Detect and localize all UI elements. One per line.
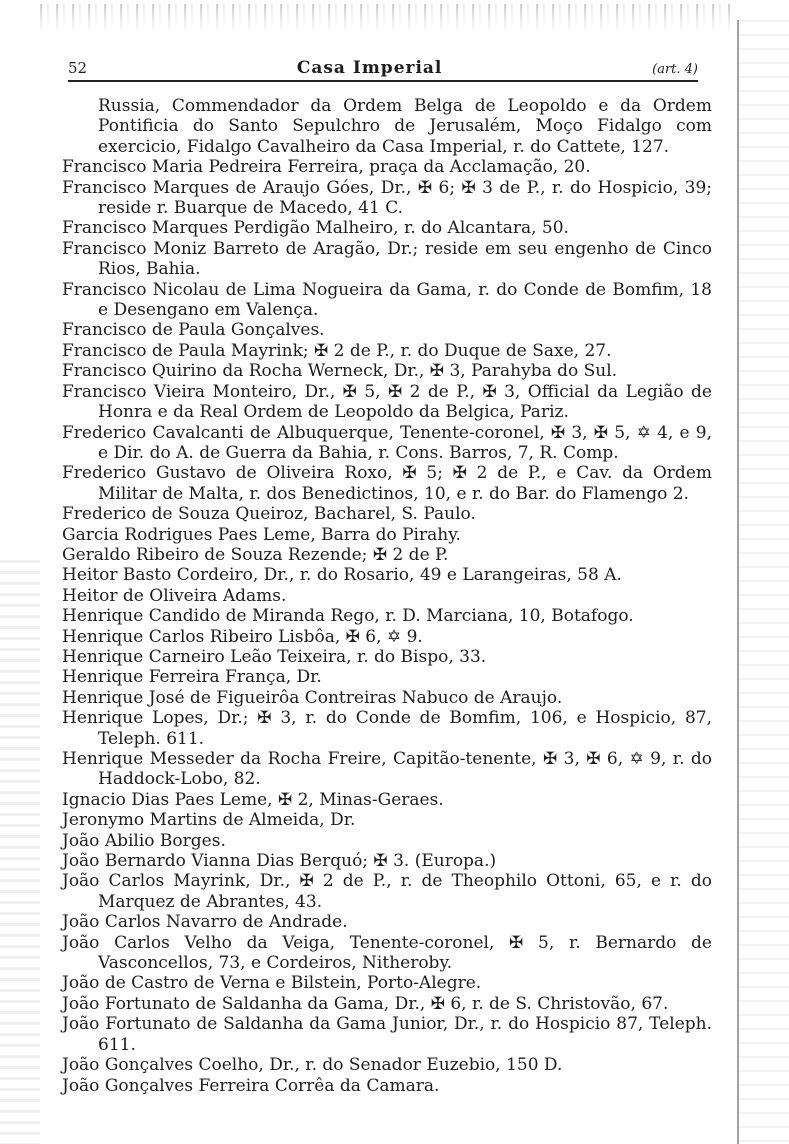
list-item: João Abilio Borges. xyxy=(62,830,226,851)
list-item: Geraldo Ribeiro de Souza Rezende; ✠ 2 de P. xyxy=(62,544,449,565)
list-item: João Carlos Navarro de Andrade. xyxy=(62,912,348,933)
list-item: Henrique Carlos Ribeiro Lisbôa, ✠ 6, ✡ 9. xyxy=(62,626,423,647)
scan-noise-left xyxy=(0,560,40,1144)
list-item: Francisco Marques Perdigão Malheiro, r. do Alcantara, 50. xyxy=(62,218,569,239)
list-item: Russia, Commendador da Ordem Belga de Leopoldo e da Ordem Pontificia do Santo Sepulchro de Jerusalém, Moço Fidalgo com exercicio, Fidalgo Cavalheiro da Casa Imperial, r. do Cattete, 127. xyxy=(98,96,712,157)
list-item: Francisco de Paula Mayrink; ✠ 2 de P., r. do Duque de Saxe, 27. xyxy=(62,340,612,361)
list-item: Francisco Moniz Barreto de Aragão, Dr.; reside em seu engenho de Cinco Rios, Bahia. xyxy=(62,238,712,280)
running-title: Casa Imperial xyxy=(296,58,443,78)
list-item: João Carlos Velho da Veiga, Tenente-coronel, ✠ 5, r. Bernardo de Vasconcellos, 73, e Cordeiros, Nitheroby. xyxy=(62,932,712,974)
list-item: João Carlos Mayrink, Dr., ✠ 2 de P., r. de Theophilo Ottoni, 65, e r. do Marquez de Abrantes, 43. xyxy=(62,871,712,912)
list-item: João Fortunato de Saldanha da Gama Junior, Dr., r. do Hospicio 87, Teleph. 611. xyxy=(62,1014,712,1055)
list-item: Ignacio Dias Paes Leme, ✠ 2, Minas-Geraes. xyxy=(62,789,444,810)
list-item: Francisco Vieira Monteiro, Dr., ✠ 5, ✠ 2 de P., ✠ 3, Official da Legião de Honra e da Real Ordem de Leopoldo da Belgica, Pariz. xyxy=(62,381,712,423)
list-item: João Gonçalves Ferreira Corrêa da Camara. xyxy=(62,1075,440,1096)
list-item: Jeronymo Martins de Almeida, Dr. xyxy=(62,810,356,831)
list-item: Francisco Marques de Araujo Góes, Dr., ✠ 6; ✠ 3 de P., r. do Hospicio, 39; reside r. Buarque de Macedo, 41 C. xyxy=(62,177,712,219)
list-item: Henrique Candido de Miranda Rego, r. D. Marciana, 10, Botafogo. xyxy=(62,606,634,627)
list-item: Henrique Ferreira França, Dr. xyxy=(62,667,322,688)
list-item: Henrique Messeder da Rocha Freire, Capitão-tenente, ✠ 3, ✠ 6, ✡ 9, r. do Haddock-Lobo, 82. xyxy=(62,749,712,790)
list-item: Henrique José de Figueirôa Contreiras Nabuco de Araujo. xyxy=(62,687,563,708)
entry-list xyxy=(62,96,712,1096)
list-item: Francisco de Paula Gonçalves. xyxy=(62,320,325,341)
list-item: Heitor Basto Cordeiro, Dr., r. do Rosario, 49 e Larangeiras, 58 A. xyxy=(62,565,622,586)
list-item: Henrique Lopes, Dr.; ✠ 3, r. do Conde de Bomfim, 106, e Hospicio, 87, Teleph. 611. xyxy=(62,708,712,749)
list-item: Heitor de Oliveira Adams. xyxy=(62,585,287,606)
page-header xyxy=(68,58,698,82)
list-item: Francisco Quirino da Rocha Werneck, Dr., ✠ 3, Parahyba do Sul. xyxy=(62,361,618,382)
list-item: Henrique Carneiro Leão Teixeira, r. do Bispo, 33. xyxy=(62,646,487,667)
list-item: Frederico Cavalcanti de Albuquerque, Tenente-coronel, ✠ 3, ✠ 5, ✡ 4, e 9, e Dir. do A. de Guerra da Bahia, r. Cons. Barros, 7, R. Comp. xyxy=(62,422,712,463)
list-item: João Gonçalves Coelho, Dr., r. do Senador Euzebio, 150 D. xyxy=(62,1055,563,1076)
list-item: Garcia Rodrigues Paes Leme, Barra do Pirahy. xyxy=(62,524,461,545)
list-item: Frederico Gustavo de Oliveira Roxo, ✠ 5; ✠ 2 de P., e Cav. da Ordem Militar de Malta, r. dos Benedictinos, 10, e r. do Bar. do Flamengo 2. xyxy=(62,463,712,504)
scan-edge-right xyxy=(737,20,789,1144)
scan-noise-top xyxy=(40,4,730,34)
list-item: Frederico de Souza Queiroz, Bacharel, S. Paulo. xyxy=(62,504,476,525)
section-reference: (art. 4) xyxy=(652,62,698,77)
list-item: Francisco Nicolau de Lima Nogueira da Gama, r. do Conde de Bomfim, 18 e Desengano em Valença. xyxy=(62,279,712,321)
list-item: João Fortunato de Saldanha da Gama, Dr., ✠ 6, r. de S. Christovão, 67. xyxy=(62,993,669,1014)
list-item: João Bernardo Vianna Dias Berquó; ✠ 3. (Europa.) xyxy=(62,851,497,872)
page-number: 52 xyxy=(68,59,88,77)
list-item: João de Castro de Verna e Bilstein, Porto-Alegre. xyxy=(62,973,482,994)
list-item: Francisco Maria Pedreira Ferreira, praça da Acclamação, 20. xyxy=(62,157,591,178)
